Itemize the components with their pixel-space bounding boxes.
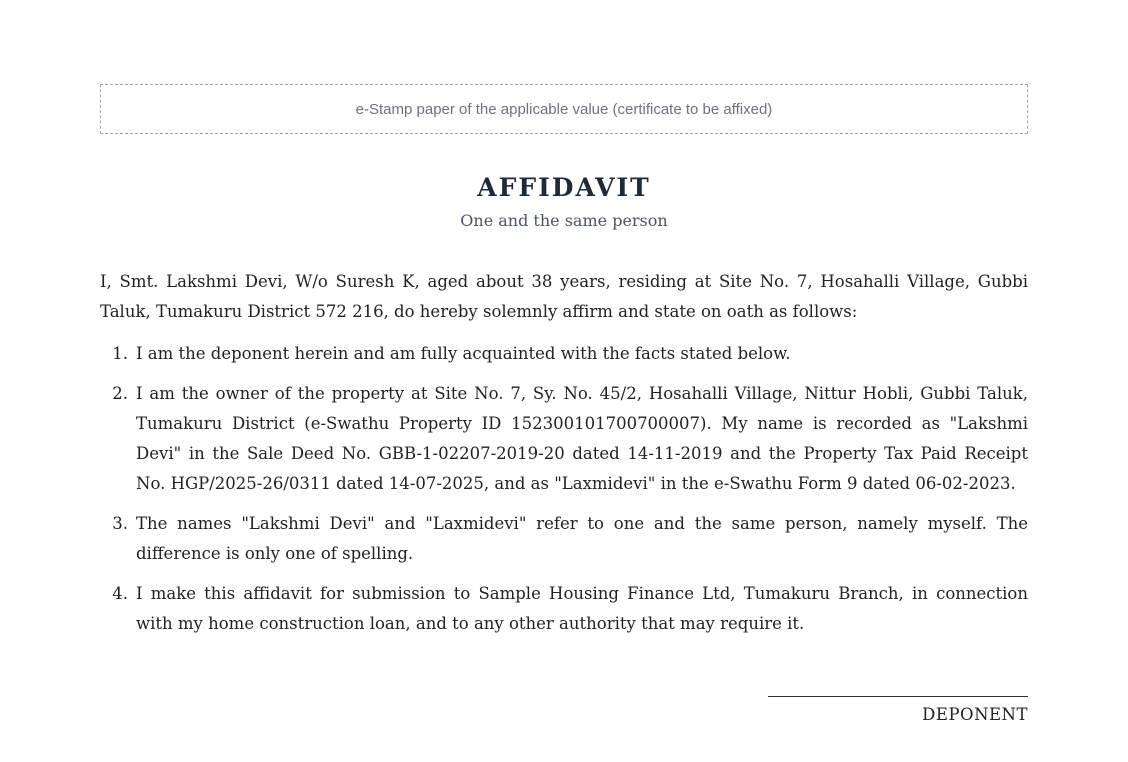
paragraph-number: 3. bbox=[112, 514, 128, 533]
document-subtitle: One and the same person bbox=[460, 211, 668, 230]
paragraph-item bbox=[100, 509, 1028, 569]
paragraph-number: 4. bbox=[112, 584, 128, 603]
signature-block bbox=[768, 682, 1028, 724]
affidavit-page bbox=[100, 84, 1028, 724]
document-title: AFFIDAVIT bbox=[477, 173, 651, 202]
paragraph-text: I am the deponent herein and am fully acquainted with the facts stated below. bbox=[136, 344, 791, 363]
paragraph-number: 2. bbox=[112, 384, 128, 403]
intro-paragraph: I, Smt. Lakshmi Devi, W/o Suresh K, aged about 38 years, residing at Site No. 7, Hosahalli Village, Gubbi Taluk, Tumakuru District 572 216, do hereby solemnly affirm and state on oath as follows: bbox=[100, 272, 1028, 321]
paragraph-item bbox=[100, 339, 1028, 369]
numbered-paragraphs bbox=[100, 339, 1028, 639]
paragraph-number: 1. bbox=[112, 344, 128, 363]
deponent-label: DEPONENT bbox=[922, 705, 1028, 724]
paragraph-text: The names "Lakshmi Devi" and "Laxmidevi" refer to one and the same person, namely myself. The difference is only one of spelling. bbox=[136, 514, 1028, 563]
signature-line bbox=[768, 682, 1028, 697]
e-stamp-placeholder bbox=[100, 84, 1028, 134]
paragraph-text: I make this affidavit for submission to Sample Housing Finance Ltd, Tumakuru Branch, in connection with my home construction loan, and to any other authority that may require it. bbox=[136, 584, 1028, 633]
e-stamp-text: e-Stamp paper of the applicable value (certificate to be affixed) bbox=[355, 100, 773, 118]
paragraph-text: I am the owner of the property at Site No. 7, Sy. No. 45/2, Hosahalli Village, Nittur Hobli, Gubbi Taluk, Tumakuru District (e-Swathu Property ID 152300101700700007). My name is recorded as "Lakshmi Devi" in the Sale Deed No. GBB-1-02207-2019-20 dated 14-11-2019 and the Property Tax Paid Receipt No. HGP/2025-26/0311 dated 14-07-2025, and as "Laxmidevi" in the e-Swathu Form 9 dated 06-02-2023. bbox=[136, 384, 1028, 493]
paragraph-item bbox=[100, 379, 1028, 499]
paragraph-item bbox=[100, 579, 1028, 639]
